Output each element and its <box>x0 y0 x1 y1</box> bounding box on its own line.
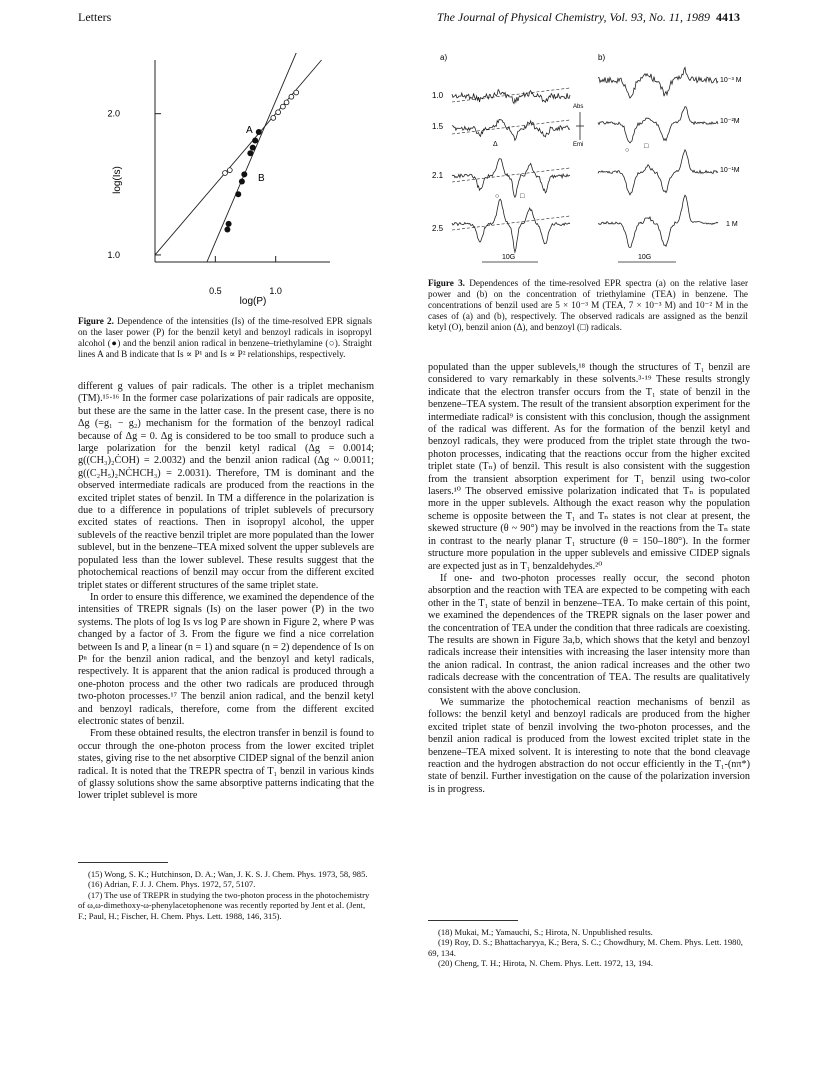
figure-2-caption-label: Figure 2. <box>78 316 114 326</box>
reference: (15) Wong, S. K.; Hutchinson, D. A.; Wan, J. K. S. J. Chem. Phys. 1973, 58, 985. <box>88 869 368 879</box>
y-axis-label: log(Is) <box>112 166 123 194</box>
page-number: 4413 <box>716 10 740 24</box>
paragraph: populated than the upper sublevels,¹⁸ though the structures of T₁ benzil are considered to vary remarkably in these solvents.³·¹⁹ These results strongly indicate that the electron transfer occurs from the T₁ state of benzil in the benzene–TEA system. The result of the transient absorption experiment for the intermediate radical⁹ is consistent with this conclusion, though the assignment of the radical was different. As for the formation of the benzil ketyl and benzoyl radicals, they were produced from the triplet state through the two-photon processes, indicating that the reactions occur from the higher excited triplet state (Tₙ) of benzil. This result is also consistent with the suggestion from the transient absorption experiment for T₁ benzil using two-color lasers.¹⁰ The observed emissive polarization indicated that Tₙ is populated more in the upper sublevels. Although the exact reason why the population scheme is opposite between the T₁ and Tₙ states is not clear at present, the skewed structure (θ ~ 90°) may be involved in the reactions from the Tₙ state in contrast to the nearly planar T₁ structure (θ = 150–180°). In the former structure more population in the upper sublevels and emissive CIDEP signals are expected just as in T₁ benzaldehydes.²⁰ <box>428 362 750 572</box>
spectrum-trace <box>452 120 570 141</box>
reference: (20) Cheng, T. H.; Hirota, N. Chem. Phys. Lett. 1972, 13, 194. <box>438 958 653 969</box>
open-circle-point <box>284 100 289 105</box>
power-label: 2.1 <box>432 171 444 180</box>
figure-3-caption <box>428 278 748 333</box>
filled-circle-point <box>239 178 245 184</box>
emi-label: Emi <box>573 142 584 148</box>
paragraph: different g values of pair radicals. The other is a triplet mechanism (TM).¹⁵·¹⁶ In the former case polarizations of pair radicals are opposite, but these are the same in the latter case. In the present case, there is no Δg (=g₁ − g₂) mechanism for the formation of the benzoyl radical because of Δg = 0. Δg is considered to be too small to produce such a large polarization for the benzil ketyl radical (Δg = 0.0014; g((CH₃)₂ĊOH) = 2.0032) and the benzil anion radical (Δg ~ 0.0011; g((C₂H₅)₂NĊHCH₃) = 2.0031). Therefore, TM is dominant and the observed intermediate radicals are produced from the reactions in the excited triplet states of benzil. In TM a difference in the polarization is due to a difference in populations of triplet sublevels of precursory excited states of reactions. Then in isopropyl alcohol, the upper sublevels of the reactive benzil triplet are more populated than the lower sublevel, but in the benzene–TEA mixed solvent the upper sublevels are populated less than the lower sublevel. These results suggest that the photochemical reactions of benzil may occur from the different excited triplet states or different structures of the same triplet state. <box>78 381 374 591</box>
conc-label: 10⁻³ M <box>720 77 742 84</box>
spectrum-trace <box>598 107 718 143</box>
conc-label: 10⁻²M <box>720 118 740 125</box>
reference: (17) The use of TREPR in studying the two-photon process in the photochemistry of ω,ω-dimethoxy-ω-phenylacetophenone was recently reported by Jent et al. (Jent, F.; Paul, H.; Fischer, H. Chem. Phys. Lett. 1988, 146, 315). <box>78 889 370 921</box>
x-tick-label: 1.0 <box>269 286 282 296</box>
marker-triangle: Δ <box>493 141 498 148</box>
spectrum-trace <box>598 68 718 99</box>
marker-circle: ○ <box>495 193 500 200</box>
panel-a-label: a) <box>440 53 448 62</box>
spectrum-trace <box>452 159 570 198</box>
journal-citation: The Journal of Physical Chemistry, Vol. 93, No. 11, 1989 <box>436 10 710 24</box>
y-tick-label: 2.0 <box>107 108 120 119</box>
line-label-b: B <box>258 173 265 184</box>
open-circle-point <box>223 171 228 176</box>
figure-2-plot <box>80 40 370 310</box>
running-head-left: Letters <box>78 10 112 24</box>
scale-label-a: 10G <box>502 254 516 261</box>
filled-circle-point <box>256 129 262 135</box>
reference: (18) Mukai, M.; Yamauchi, S.; Hirota, N. Unpublished results. <box>438 927 653 937</box>
conc-label: 10⁻¹M <box>720 167 740 174</box>
x-axis-label: log(P) <box>239 296 267 307</box>
paragraph: We summarize the photochemical reaction mechanisms of benzil as follows: the benzil ketyl and benzoyl radicals are produced from the higher excited triplet state of benzil involving the two-photon processes, and the benzil anion radical is produced from the lowest excited triplet state in the benzene–TEA mixed solvent. It is interesting to note that the bond cleavage reaction and the hydrogen abstraction do not occur efficiently in the T₁-(nπ*) state of benzil. Further investigation on the cause of the polarization inversion is in progress. <box>428 696 750 795</box>
figure-3-spectra <box>420 48 756 276</box>
right-column-text <box>428 362 750 796</box>
filled-circle-point <box>247 150 253 156</box>
fit-lines <box>155 53 322 262</box>
figure-2-caption-text: Dependence of the intensities (Is) of the time-resolved EPR signals on the laser power (P) for the benzil ketyl and benzoyl radicals in isopropyl alcohol (●) and the benzil anion radical in benzene–triethylamine (○). Straight lines A and B indicate that Is ∝ P¹ and Is ∝ P² relationships, respectively. <box>78 316 372 359</box>
open-circle-point <box>289 94 294 99</box>
panel-b-label: b) <box>598 53 606 62</box>
open-circle-point <box>294 90 299 95</box>
filled-circle-point <box>252 138 258 144</box>
scale-label-b: 10G <box>638 254 652 261</box>
filled-circle-point <box>235 191 241 197</box>
reference: (16) Adrian, F. J. J. Chem. Phys. 1972, 57, 5107. <box>88 879 256 890</box>
plot-axes <box>155 60 330 262</box>
references-right <box>428 920 750 969</box>
marker-square: □ <box>644 143 649 150</box>
power-label: 2.5 <box>432 224 444 233</box>
y-tick-label: 1.0 <box>107 249 120 260</box>
marker-circle: ○ <box>625 147 630 154</box>
fit-line <box>207 53 296 262</box>
figure-3-caption-label: Figure 3. <box>428 278 465 288</box>
references-left <box>78 862 374 921</box>
open-circle-point <box>276 110 281 115</box>
open-circle-point <box>281 104 286 109</box>
line-label-a: A <box>246 125 253 136</box>
figure-2-caption <box>78 316 372 360</box>
spectrum-trace <box>452 199 570 252</box>
running-head-right <box>437 10 740 25</box>
abs-label: Abs <box>573 104 584 110</box>
conc-label: 1 M <box>726 221 738 228</box>
panel-b-traces <box>598 68 718 248</box>
fit-line <box>155 60 322 255</box>
spectrum-trace <box>598 150 718 195</box>
panel-a-traces <box>452 88 570 252</box>
filled-circle-point <box>241 171 247 177</box>
paragraph: If one- and two-photon processes really occur, the second photon absorption and the reaction with TEA are expected to be competing with each other in the T₁ state of benzil in benzene–TEA. To make certain of this point, we examined the dependences of the TREPR signals on the laser power and the concentration of TEA under the condition that three radicals are coexisting. The results are shown in Figure 3a,b, which shows that the ketyl and benzoyl radicals increase their intensities with increasing the laser intensity more than the anion radical. In contrast, the anion radical increases and the other two radicals decrease with the concentration of TEA. The results are qualitatively consistent with the above conclusion. <box>428 572 750 696</box>
paragraph: In order to ensure this difference, we examined the dependence of the intensities of TREPR signals (Is) on the laser power (P) in the two systems. The plots of log Is vs log P are shown in Figure 2, where P was changed by a factor of 3. From the figure we find a nice correlation between Is and P, a linear (n = 1) and square (n = 2) dependence of Is on Pⁿ for the benzil anion radical, and the benzoyl and ketyl radicals, respectively. It is apparent that the anion radical is produced through a one-photon process and the other two radicals are produced through two-photon processes.¹⁷ The benzil anion radical, and the benzil ketyl and benzoyl radicals, therefore, come from the different excited electronic states of benzil. <box>78 591 374 727</box>
open-circle-point <box>271 116 276 121</box>
footnote-rule <box>78 862 168 863</box>
reference: (19) Roy, D. S.; Bhattacharyya, K.; Bera, S. C.; Chowdhury, M. Chem. Phys. Lett. 1980, 69, 134. <box>428 937 743 958</box>
power-label: 1.0 <box>432 91 444 100</box>
filled-circle-point <box>250 145 256 151</box>
filled-circle-point <box>224 227 230 233</box>
footnote-rule <box>428 920 518 921</box>
marker-square: □ <box>520 193 525 200</box>
open-circle-point <box>227 168 232 173</box>
spectrum-trace <box>452 90 570 104</box>
power-label: 1.5 <box>432 122 444 131</box>
x-tick-label: 0.5 <box>209 286 222 296</box>
paragraph: From these obtained results, the electron transfer in benzil is found to occur through the one-photon process from the lower excited triplet states, giving rise to the net absorptive CIDEP signal of the benzil anion radical. It is noted that the TREPR spectra of T₁ benzil in various kinds of glassy solutions show the same absorptive patterns indicating that the lower triplet sublevel is more <box>78 728 374 802</box>
spectrum-trace <box>598 195 718 247</box>
filled-circle-point <box>226 221 232 227</box>
left-column-text <box>78 381 374 803</box>
data-points <box>223 90 299 232</box>
figure-3-caption-text: Dependences of the time-resolved EPR spectra (a) on the relative laser power and (b) on the concentration of triethylamine (TEA) in benzene. The concentrations of benzil used are 5 × 10⁻³ M (TEA, 7 × 10⁻³ M) and 10⁻² M in the cases of (a) and (b), respectively. The observed radicals are assigned as the benzil ketyl (O), benzil anion (Δ), and benzoyl (□) radicals. <box>428 278 749 332</box>
